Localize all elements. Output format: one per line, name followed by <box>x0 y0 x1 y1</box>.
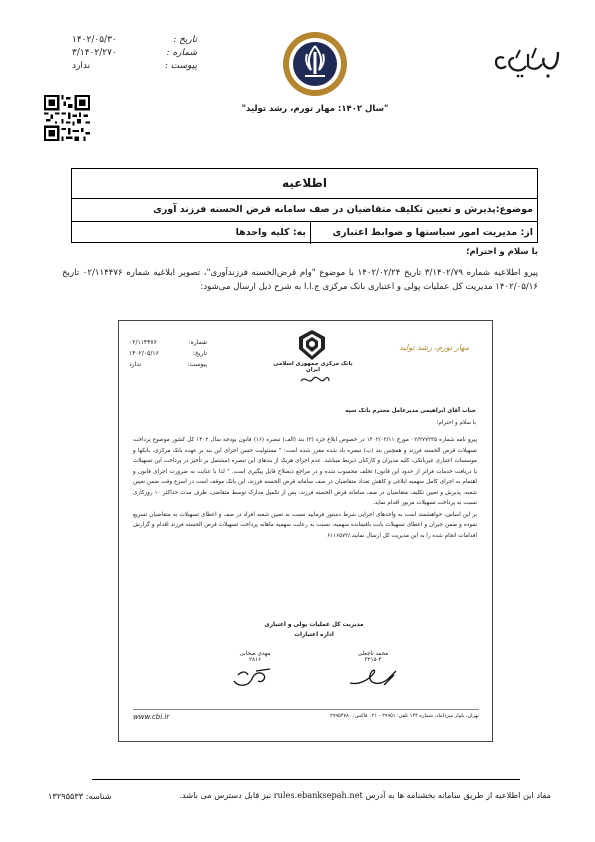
cbi-greeting: با سلام و احترام؛ <box>436 420 476 426</box>
bank-sepah-emblem-icon <box>281 30 349 98</box>
signature-2-icon <box>226 665 284 689</box>
cbi-number-label: شماره: <box>188 339 207 346</box>
cbi-paragraph-2: بر این اساس، خواهشمند است به واحدهای اجرایی شرط دستور فرمایید نسبت به تعیین شعبه افراد در صف و اعطای تسهیلات به متقاضیان تسریع نموده و ضمن جبران و اعطای تسهیلات بابت باقیمانده سهمیه، نسبت به رعایت سهمیه ماهانه پرداخت تسهیلات قرض الحسنه فرزند اقدام و گزارش اقدامات انجام شده را به این مدیریت کل ارسال نمایند./۶۱۱۶۵۷۲ <box>133 511 477 539</box>
cbi-calligraphy-icon <box>299 373 331 387</box>
cbi-dept-line-2: اداره اعتبارات <box>294 632 334 638</box>
cbi-department <box>259 620 369 640</box>
number-label: شماره : <box>166 48 197 58</box>
cbi-addressee: جناب آقای ابراهیمی مدیرعامل محترم بانک سپه <box>345 408 476 414</box>
cbi-date-value: ۱۴۰۲/۰۵/۱۶ <box>129 350 159 357</box>
signer-1-name: محمد ناجعلی <box>357 651 389 657</box>
cbi-footer-address: تهران، بلوار میرداماد، شماره ۱۴۴ تلفن: ۲۹۹۵۱ - ۰۲۱ فاکس: ۲۹۹۵۴۷۸۰ <box>330 713 479 719</box>
cbi-signatures <box>219 651 409 689</box>
cbi-number-value: ۰۲/۱۱۴۴۷۶ <box>129 339 157 346</box>
footer-url-link[interactable]: rules.ebanksepah.net <box>273 790 363 800</box>
cbi-letter-meta <box>129 337 207 370</box>
letter-meta <box>72 34 197 73</box>
cbi-attachment-value: ندارد <box>129 361 142 368</box>
attachment-label: پیوست : <box>164 61 197 71</box>
document-id-label: شناسه: <box>85 791 112 801</box>
greeting: با سلام و احترام؛ <box>466 247 538 257</box>
year-motto: "سال ۱۴۰۲: مهار تورم، رشد تولید" <box>241 104 389 114</box>
signer-2-code: ۲۸۱۶ <box>248 657 262 663</box>
footer-note-before: مفاد این اطلاعیه از طریق سامانه بخشنامه ها به آدرس <box>365 790 551 800</box>
footer-divider <box>92 779 520 780</box>
announcement-from: از: مدیریت امور سیاستها و ضوابط اعتباری <box>310 222 537 244</box>
signature-1-icon <box>344 665 402 689</box>
date-label: تاریخ : <box>173 35 197 45</box>
cbi-footer <box>133 709 479 721</box>
cbi-letter-body <box>133 435 477 542</box>
cbi-motto: مهار تورم، رشد تولید <box>399 343 469 352</box>
announcement-title: اطلاعیه <box>72 169 537 199</box>
qr-code-icon <box>44 95 90 141</box>
announcement-subject: موضوع:پذیرش و تعیین تکلیف متقاضیان در صف سامانه قرض الحسنه فرزند آوری <box>72 199 537 222</box>
attachment-value: ندارد <box>72 61 91 71</box>
cbi-paragraph-1: پیرو نامه شماره ۰۲/۲۷۷۲۳۵ مورخ ۱۴۰۲/۰۲/۱۱ در خصوص ابلاغ جزء (۲) بند (الف) تبصره (۱۶) قانون بودجه سال ۱۴۰۲ کل کشور موضوع پرداخت تسهیلات قرض الحسنه فرزند و همچنین بند (ب) تبصره یاد شده مقرر شده است: " مسئولیت حسن اجرای این بند بر عهده بانک مرکزی، بانکها و موسسات اعتباری غیربانکی، کلیه مدیران و کارکنان ذیربط میباشد. عدم اجرای هریک از بندهای این تبصره (مشتمل بر تأخیر در پرداخت این تسهیلات یا دریافت خدمات فراتر از حدود این قانون) تخلف محسوب شده و در مراجع ذیصلاح قابل پیگیری است. " لذا با عنایت به ضرورت اجرای قانون و اهتمام به اجرای کامل سهمیه ابلاغی و کاهش تعداد متقاضیان در صف سامانه قرض الحسنه فرزند، این بانک موقف است در اسرع وقت ضمن تعیین شعبه، پذیرش و تعیین تکلیف متقاضیان در صف سامانه قرض الحسنه فرزند، پس از تکمیل مدارک توسط متقاضی، ظرف مدت حداکثر ۱۰ روزکاری نسبت به پرداخت تسهیلات مزبور اقدام نماید. <box>133 437 478 506</box>
cbi-name: بانک مرکزی جمهوری اسلامی ایران <box>273 361 353 373</box>
signer-1-code: ۳۲۱۵-۴ <box>364 657 382 663</box>
document-id-value: ۱۳۲۹۵۵۳۳ <box>48 791 84 801</box>
signer-1 <box>337 651 409 689</box>
cbi-attachment-label: پیوست: <box>187 361 207 368</box>
signer-2 <box>219 651 291 689</box>
footer-note-after: نیز قابل دسترس می باشد. <box>179 790 272 800</box>
cbi-date-label: تاریخ: <box>193 350 207 357</box>
cbi-website: www.cbi.ir <box>133 713 170 721</box>
footer-note <box>179 790 551 800</box>
central-bank-letter-image <box>118 320 493 742</box>
document-id <box>48 791 112 801</box>
bank-sepah-logo-icon <box>492 44 562 82</box>
date-value: ۱۴۰۲/۰۵/۳۰ <box>72 35 117 45</box>
cbi-dept-line-1: مدیریت کل عملیات پولی و اعتباری <box>264 622 364 628</box>
signer-2-name: مهدی صحابی <box>239 651 271 657</box>
central-bank-emblem-icon <box>297 329 327 361</box>
announcement-header-table <box>71 168 538 243</box>
body-paragraph: پیرو اطلاعیه شماره ۳/۱۴۰۲/۷۹ تاریخ ۱۴۰۲/۰۲/۲۴ با موضوع "وام قرض‌الحسنه فرزندآوری"، تصویر ابلاغیه شماره ۰۲/۱۱۴۴۷۶ تاریخ ۱۴۰۲/۰۵/۱۶ مدیریت کل عملیات پولی و اعتباری بانک مرکزی ج.ا.ا به شرح ذیل ارسال می‌شود: <box>62 268 538 292</box>
number-value: ۳/۱۴۰۲/۲۷۰ <box>72 48 117 58</box>
announcement-to: به: کلیه واحدها <box>235 227 306 238</box>
